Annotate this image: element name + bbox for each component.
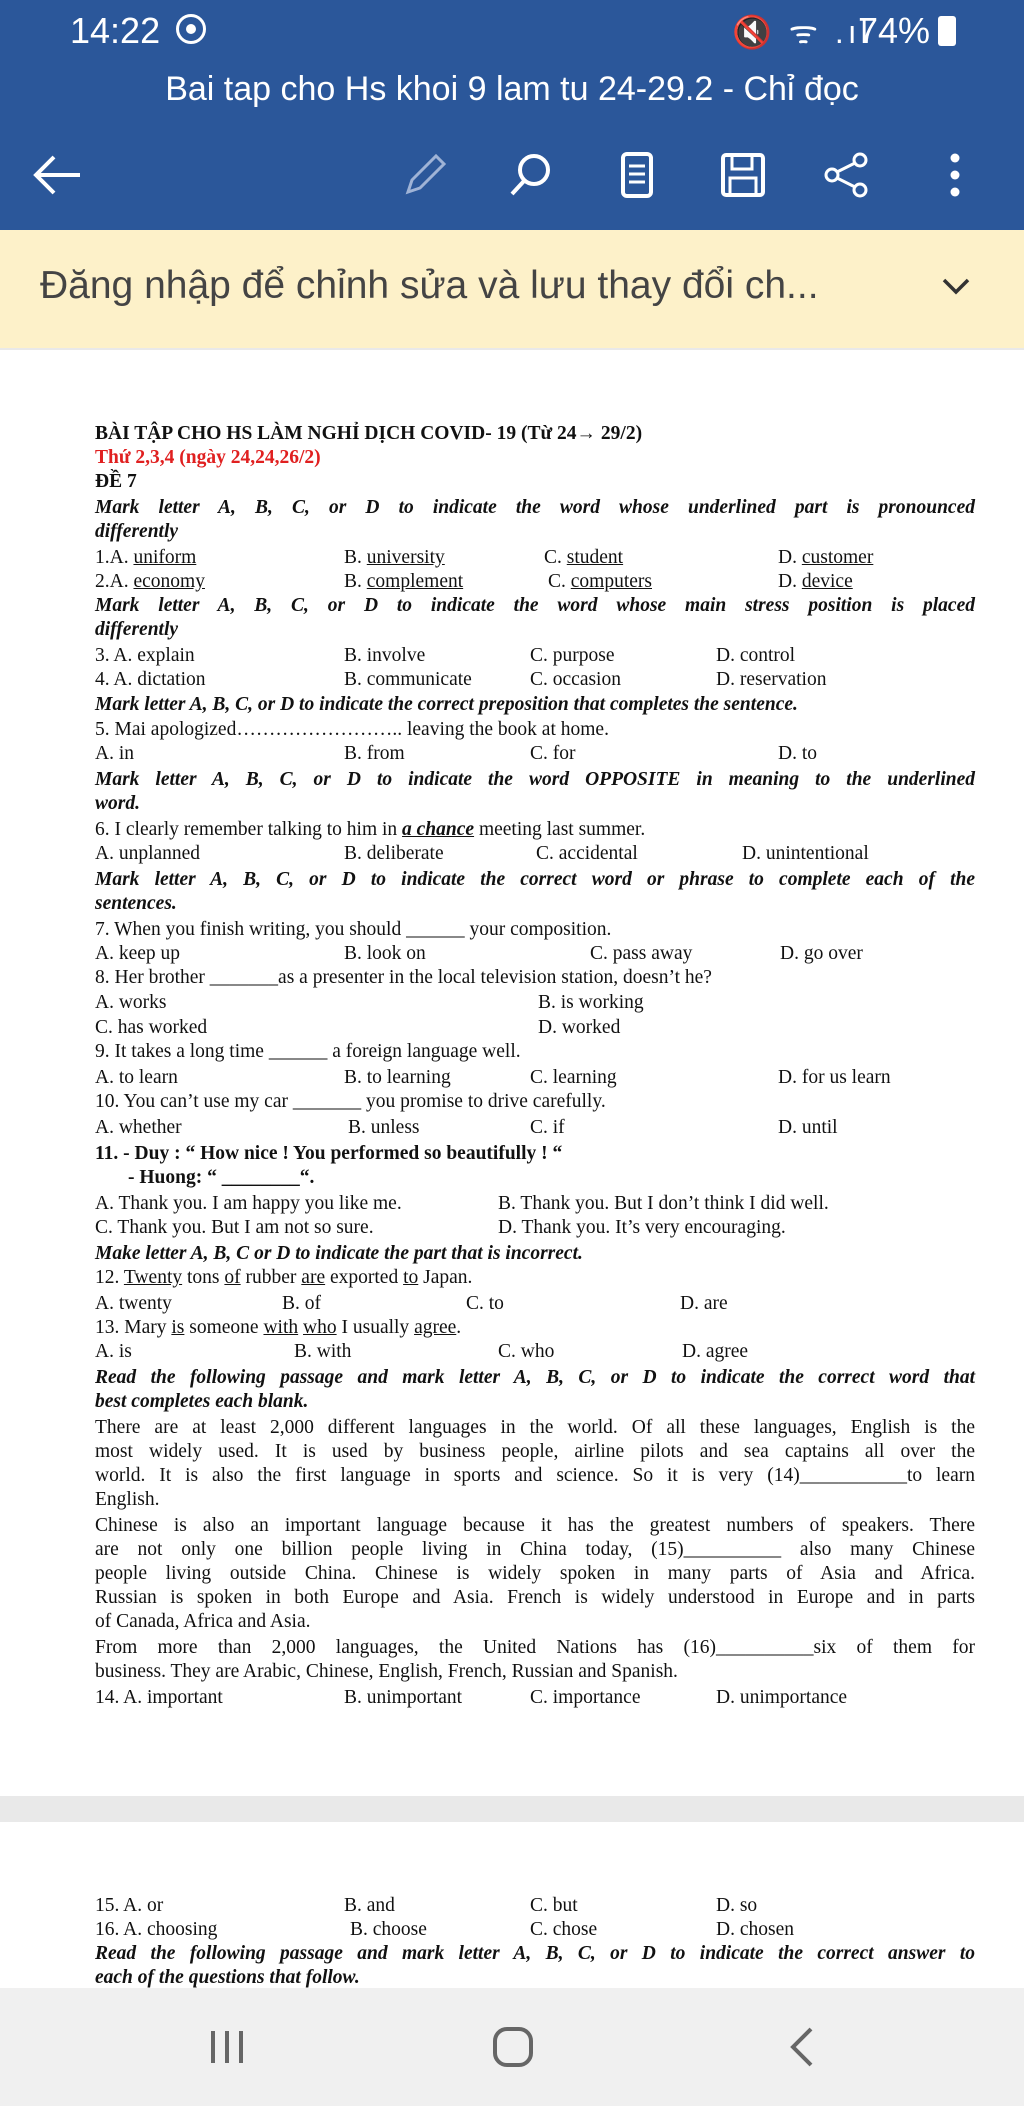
question-9-b: B. to learning [344,1067,451,1088]
save-icon[interactable] [710,142,776,208]
question-7: 7. When you finish writing, you should ______ your composition. [95,919,612,940]
question-2: 2.A. economy [95,571,205,592]
question-9-a: A. to learn [95,1067,178,1088]
question-13-a: A. is [95,1341,132,1362]
question-16-c: C. chose [530,1919,598,1940]
question-11-c: C. Thank you. But I am not so sure. [95,1217,374,1238]
question-3-a: 3. A. explain [95,645,195,666]
question-10-b: B. unless [348,1117,420,1138]
question-5-b: B. from [344,743,405,764]
question-8-d: D. worked [538,1017,621,1038]
instruction: Mark letter A, B, C, or D to indicate the correct preposition that completes the sentence. [95,694,798,715]
question-11-b: B. Thank you. But I don’t think I did well. [498,1193,829,1214]
document-page [0,1822,1024,1988]
search-icon[interactable] [498,142,564,208]
passage-line: people living outside China. Chinese is widely spoken in many parts of Asia and Africa. [95,1563,975,1584]
document-page [0,350,1024,1796]
system-nav-bar [0,1988,1024,2106]
question-14-c: C. importance [530,1687,641,1708]
status-bar [0,0,1024,62]
status-icons: 🔇 ᯤ .ıl [732,14,872,50]
instruction: differently [95,521,179,542]
battery-icon [938,16,956,46]
question-3-d: D. control [716,645,796,666]
question-12-b: B. of [282,1293,321,1314]
instruction: Make letter A, B, C or D to indicate the part that is incorrect. [95,1243,583,1264]
question-10-c: C. if [530,1117,565,1138]
share-icon[interactable] [814,142,880,208]
question-3-c: C. purpose [530,645,615,666]
banner-message: Đăng nhập để chỉnh sửa và lưu thay đổi ch... [40,264,819,307]
question-14-b: B. unimportant [344,1687,463,1708]
question-9: 9. It takes a long time ______ a foreign language well. [95,1041,521,1062]
chevron-down-icon[interactable] [936,266,976,306]
question-7-c: C. pass away [590,943,693,964]
instruction: each of the questions that follow. [95,1967,360,1988]
question-7-a: A. keep up [95,943,181,964]
question-11-a: A. Thank you. I am happy you like me. [95,1193,402,1214]
question-2-b: B. complement [344,571,464,592]
question-5-a: A. in [95,743,134,764]
passage-line: of Canada, Africa and Asia. [95,1611,311,1632]
question-15-d: D. so [716,1895,758,1916]
question-9-d: D. for us learn [778,1067,891,1088]
question-12-a: A. twenty [95,1293,172,1314]
question-15-a: 15. A. or [95,1895,164,1916]
question-14-a: 14. A. important [95,1687,223,1708]
question-10: 10. You can’t use my car _______ you promise to drive carefully. [95,1091,606,1112]
question-6-a: A. unplanned [95,843,201,864]
instruction: best completes each blank. [95,1391,309,1412]
question-4-d: D. reservation [716,669,827,690]
question-4-b: B. communicate [344,669,472,690]
question-8-b: B. is working [538,992,644,1013]
notification-icon [176,14,206,44]
passage-line: are not only one billion people living in China today, (15)__________ also many Chinese [95,1539,975,1560]
question-1-b: B. university [344,547,445,568]
question-8-a: A. works [95,992,167,1013]
question-3-b: B. involve [344,645,426,666]
instruction: Read the following passage and mark letter A, B, C, or D to indicate the correct answer to [95,1943,975,1964]
passage-line: English. [95,1489,160,1510]
question-2-d: D. device [778,571,853,592]
passage-line: world. It is also the first language in sports and science. So it is very (14)___________to learn [95,1465,975,1486]
question-16-a: 16. A. choosing [95,1919,218,1940]
recent-apps-icon[interactable] [192,2012,262,2082]
question-13-c: C. who [498,1341,555,1362]
instruction: Mark letter A, B, C, or D to indicate the word OPPOSITE in meaning to the underlined [95,769,975,790]
instruction: Read the following passage and mark letter A, B, C, or D to indicate the correct word that [95,1367,975,1388]
passage-line: business. They are Arabic, Chinese, English, French, Russian and Spanish. [95,1661,678,1682]
instruction: sentences. [95,893,177,914]
question-2-c: C. computers [548,571,652,592]
question-15-b: B. and [344,1895,395,1916]
question-14-d: D. unimportance [716,1687,848,1708]
reading-view-icon[interactable] [604,142,670,208]
question-15-c: C. but [530,1895,578,1916]
question-11: 11. - Duy : “ How nice ! You performed so beautifully ! “ [95,1143,563,1164]
question-1: 1.A. uniform [95,547,197,568]
signin-banner[interactable] [0,230,1024,348]
question-7-d: D. go over [780,943,863,964]
question-5-d: D. to [778,743,817,764]
question-13-d: D. agree [682,1341,749,1362]
pen-icon[interactable] [392,142,458,208]
passage-line: Chinese is also an important language because it has the greatest numbers of speakers. There [95,1515,975,1536]
question-1-c: C. student [544,547,624,568]
instruction: Mark letter A, B, C, or D to indicate the word whose main stress position is placed [95,595,975,616]
back-arrow-icon[interactable] [24,142,90,208]
question-11-reply: - Huong: “ ________“. [128,1167,315,1188]
question-5: 5. Mai apologized…………………….. leaving the book at home. [95,719,609,740]
question-13-b: B. with [294,1341,352,1362]
question-6-c: C. accidental [536,843,638,864]
app-bar [0,62,1024,230]
question-4-c: C. occasion [530,669,621,690]
question-16-b: B. choose [350,1919,427,1940]
doc-title: BÀI TẬP CHO HS LÀM NGHỈ DỊCH COVID- 19 (Từ 24→ 29/2) [95,423,643,444]
question-10-d: D. until [778,1117,838,1138]
instruction: differently [95,619,179,640]
question-6-d: D. unintentional [742,843,869,864]
home-icon[interactable] [478,2012,548,2082]
passage-line: There are at least 2,000 different languages in the world. Of all these languages, English is the [95,1417,975,1438]
question-10-a: A. whether [95,1117,182,1138]
question-8-c: C. has worked [95,1017,208,1038]
question-12-d: D. are [680,1293,728,1314]
passage-line: Russian is spoken in both Europe and Asia. French is widely understood in Europe and in parts [95,1587,975,1608]
doc-exercise-number: ĐỀ 7 [95,471,137,492]
question-11-d: D. Thank you. It’s very encouraging. [498,1217,786,1238]
question-12: 12. Twenty tons of rubber are exported to Japan. [95,1267,473,1288]
question-8: 8. Her brother _______as a presenter in the local television station, doesn’t he? [95,967,712,988]
question-1-d: D. customer [778,547,874,568]
question-7-b: B. look on [344,943,426,964]
question-6-b: B. deliberate [344,843,444,864]
question-13: 13. Mary is someone with who I usually agree. [95,1317,462,1338]
question-4-a: 4. A. dictation [95,669,206,690]
document-title: Bai tap cho Hs khoi 9 lam tu 24-29.2 - Chỉ đọc [165,70,859,108]
back-icon[interactable] [766,2012,836,2082]
doc-subtitle: Thứ 2,3,4 (ngày 24,24,26/2) [95,447,321,468]
more-icon[interactable] [922,142,988,208]
passage-line: From more than 2,000 languages, the United Nations has (16)__________six of them for [95,1637,975,1658]
question-5-c: C. for [530,743,576,764]
question-16-d: D. chosen [716,1919,794,1940]
battery-percent: 74% [858,10,931,51]
instruction: Mark letter A, B, C, or D to indicate the correct word or phrase to complete each of the [95,869,975,890]
question-6: 6. I clearly remember talking to him in a chance meeting last summer. [95,819,646,840]
instruction: word. [95,793,140,814]
passage-line: most widely used. It is used by business people, airline pilots and sea captains all over the [95,1441,975,1462]
question-12-c: C. to [466,1293,504,1314]
question-9-c: C. learning [530,1067,617,1088]
instruction: Mark letter A, B, C, or D to indicate the word whose underlined part is pronounced [95,497,975,518]
status-time: 14:22 [70,10,161,51]
